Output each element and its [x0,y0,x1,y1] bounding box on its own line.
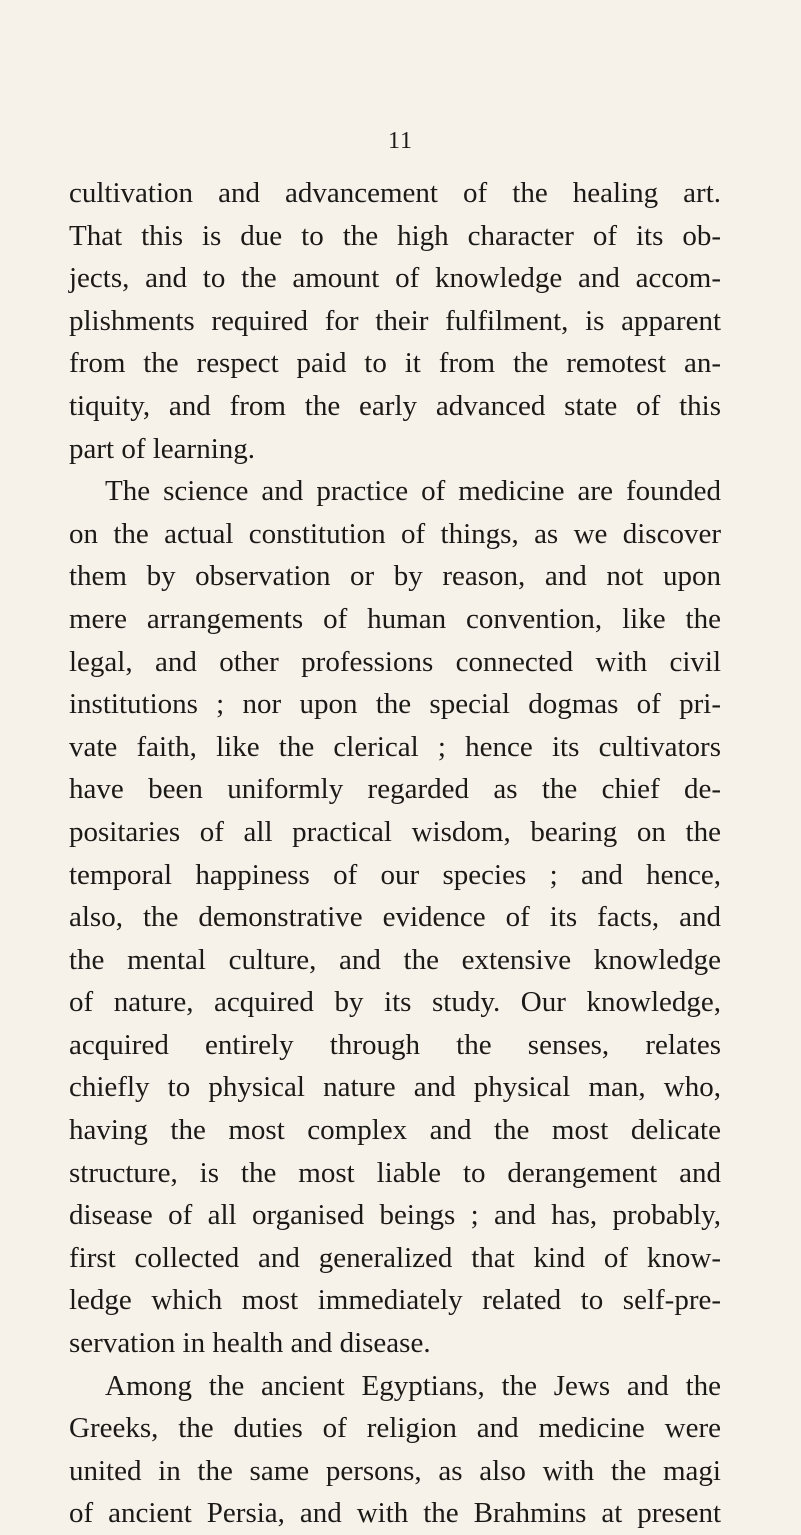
text-line: the mental culture, and the extensive knowledge [69,943,721,976]
text-line: positaries of all practical wisdom, bearing on the [69,815,721,848]
text-line: acquired entirely through the senses, relates [69,1028,721,1061]
text-line: legal, and other professions connected with civil [69,645,721,678]
text-line: first collected and generalized that kind of know- [69,1241,721,1274]
text-line: The science and practice of medicine are founded [105,475,721,508]
text-line: That this is due to the high character of its ob- [69,219,721,252]
text-line: institutions ; nor upon the special dogmas of pri- [69,688,721,721]
text-line: tiquity, and from the early advanced state of this [69,389,721,422]
body-text [69,172,721,1535]
text-line: disease of all organised beings ; and has, probably, [69,1199,721,1232]
text-line: temporal happiness of our species ; and hence, [69,858,721,891]
text-line: Among the ancient Egyptians, the Jews and the [105,1369,721,1402]
text-line: also, the demonstrative evidence of its facts, and [69,901,721,934]
text-line: structure, is the most liable to derangement and [69,1156,721,1189]
text-line: servation in health and disease. [69,1327,431,1360]
text-line: plishments required for their fulfilment, is apparent [69,304,721,337]
page-number: 11 [387,128,414,154]
text-line: mere arrangements of human convention, like the [69,602,721,635]
text-line: from the respect paid to it from the remotest an- [69,347,721,380]
text-line: have been uniformly regarded as the chief de- [69,773,721,806]
text-line: of ancient Persia, and with the Brahmins at present [69,1497,721,1530]
text-line: having the most complex and the most delicate [69,1114,721,1147]
text-line: them by observation or by reason, and not upon [69,560,721,593]
text-line: chiefly to physical nature and physical man, who, [69,1071,721,1104]
text-line: united in the same persons, as also with the magi [69,1454,721,1487]
text-line: ledge which most immediately related to self-pre- [69,1284,721,1317]
text-line: vate faith, like the clerical ; hence its cultivators [69,730,721,763]
text-line: Greeks, the duties of religion and medicine were [69,1412,721,1445]
text-line: on the actual constitution of things, as we discover [69,517,721,550]
text-line: part of learning. [69,432,256,465]
text-line: cultivation and advancement of the healing art. [69,177,721,209]
text-line: of nature, acquired by its study. Our knowledge, [69,986,721,1019]
text-line: jects, and to the amount of knowledge and accom- [69,262,721,295]
